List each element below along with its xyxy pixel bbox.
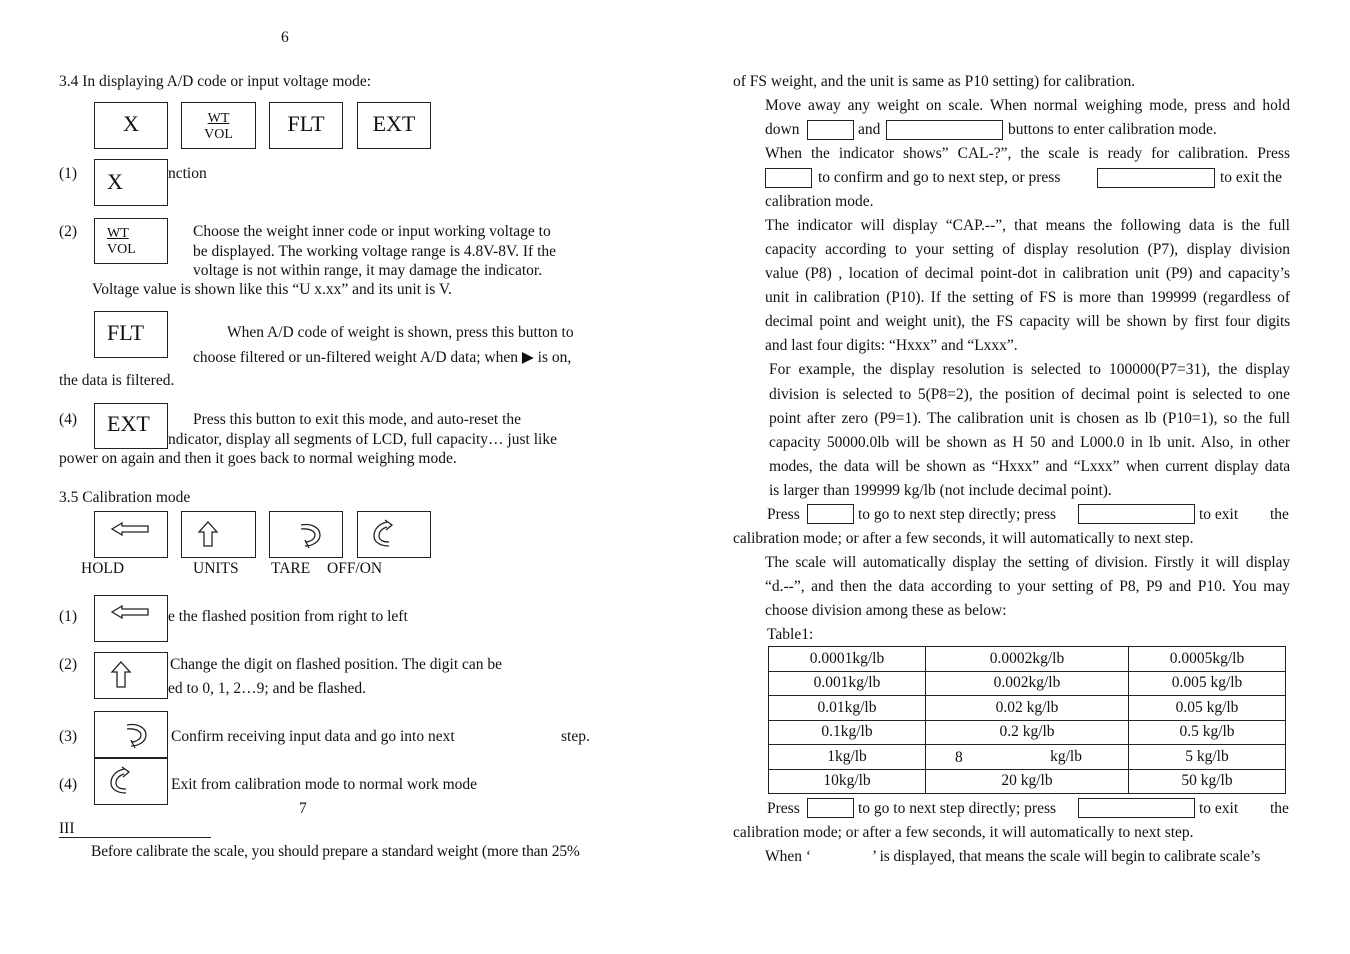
off-on-label: OFF/ON bbox=[327, 560, 383, 577]
table-cell: 5 kg/lb bbox=[1129, 745, 1286, 770]
table-cell: 0.01kg/lb bbox=[769, 696, 926, 721]
flt-key: FLT bbox=[269, 102, 343, 149]
wt-vol-key: WT VOL bbox=[94, 218, 168, 264]
paragraph-line: decimal point and weight unit), the FS capacity will be shown by first four digits bbox=[765, 313, 1290, 330]
item-text: step. bbox=[561, 728, 590, 745]
paragraph-line: modes, the data will be shown as “Hxxx” and “Lxxx” when current display data bbox=[769, 458, 1290, 475]
paragraph-line: When the indicator shows” CAL-?”, the scale is ready for calibration. Press bbox=[765, 145, 1290, 162]
table-cell: 0.1kg/lb bbox=[769, 720, 926, 745]
item-text: Exit from calibration mode to normal work mode bbox=[171, 776, 478, 793]
item-text-line: voltage is not within range, it may damage the indicator. bbox=[193, 262, 543, 279]
item-text-line: When A/D code of weight is shown, press this button to bbox=[227, 324, 574, 341]
off-on-key bbox=[94, 758, 168, 805]
item-text: ed to 0, 1, 2…9; and be flashed. bbox=[168, 680, 367, 697]
paragraph-line-part: the bbox=[1270, 506, 1289, 523]
item-number: (1) bbox=[59, 608, 78, 625]
ext-key: EXT bbox=[94, 403, 168, 449]
x-key: X bbox=[94, 102, 168, 149]
table-cell: 10kg/lb bbox=[769, 769, 926, 794]
table-cell: 1kg/lb bbox=[769, 745, 926, 770]
hold-key bbox=[94, 595, 168, 642]
table-cell: 0.2 kg/lb bbox=[926, 720, 1129, 745]
item-number: (4) bbox=[59, 776, 78, 793]
paragraph-line: and last four digits: “Hxxx” and “Lxxx”. bbox=[765, 337, 1018, 354]
paragraph-line-part: down bbox=[765, 121, 800, 138]
page-number-bottom: 7 bbox=[299, 800, 307, 817]
item-text-line: Choose the weight inner code or input working voltage to bbox=[193, 223, 551, 240]
paragraph-line: Move away any weight on scale. When normal weighing mode, press and hold bbox=[765, 97, 1290, 114]
division-table bbox=[768, 646, 1286, 794]
table-row bbox=[769, 769, 1286, 794]
item-number: (2) bbox=[59, 223, 78, 240]
item-text-line: choose filtered or un-filtered weight A/D data; when ▶ is on, bbox=[193, 349, 572, 366]
paragraph-line: choose division among these as below: bbox=[765, 602, 1007, 619]
key-placeholder-box bbox=[807, 120, 854, 140]
chapter-heading: III bbox=[59, 820, 75, 837]
item-number: (2) bbox=[59, 656, 78, 673]
paragraph-line-part: to exit the bbox=[1220, 169, 1282, 186]
item-text-line: be displayed. The working voltage range is 4.8V-8V. If the bbox=[193, 243, 557, 260]
paragraph-line: of FS weight, and the unit is same as P10 setting) for calibration. bbox=[733, 73, 1136, 90]
paragraph-line: The indicator will display “CAP.--”, that means the following data is the full bbox=[765, 217, 1290, 234]
key-placeholder-box bbox=[1078, 504, 1195, 524]
paragraph-line-part: to go to next step directly; press bbox=[858, 506, 1057, 523]
table-cell: 0.002kg/lb bbox=[926, 671, 1129, 696]
table-cell: 0.005 kg/lb bbox=[1129, 671, 1286, 696]
paragraph-line: “d.--”, and then the data according to your setting of P8, P9 and P10. You may bbox=[765, 578, 1290, 595]
paragraph-line-part: to confirm and go to next step, or press bbox=[818, 169, 1061, 186]
table-row bbox=[769, 696, 1286, 721]
paragraph-line: unit in calibration (P10). If the setting of FS is more than 199999 (regardless of bbox=[765, 289, 1290, 306]
table-cell: 0.05 kg/lb bbox=[1129, 696, 1286, 721]
paragraph-line-part: Press bbox=[767, 506, 800, 523]
item-text: nction bbox=[168, 165, 207, 182]
item-text: Confirm receiving input data and go into next bbox=[171, 728, 455, 745]
item-text-line: ndicator, display all segments of LCD, full capacity… just like bbox=[168, 431, 557, 448]
key-placeholder-box bbox=[1097, 168, 1215, 188]
paragraph-line-part: ’ is displayed, that means the scale will begin to calibrate scale’s bbox=[872, 848, 1261, 865]
table-cell: 0.02 kg/lb bbox=[926, 696, 1129, 721]
table-row bbox=[769, 647, 1286, 672]
item-text-line: the data is filtered. bbox=[59, 372, 175, 389]
paragraph-line-part: buttons to enter calibration mode. bbox=[1008, 121, 1217, 138]
paragraph-line: The scale will automatically display the setting of division. Firstly it will display bbox=[765, 554, 1290, 571]
table-cell: 0.0002kg/lb bbox=[926, 647, 1129, 672]
table-cell: 20 kg/lb bbox=[926, 769, 1129, 794]
paragraph-line: division is selected to 5(P8=2), the position of decimal point is selected to one bbox=[769, 386, 1290, 403]
paragraph-line-part: to exit bbox=[1199, 800, 1239, 817]
off-on-key bbox=[357, 511, 431, 558]
tare-key bbox=[269, 511, 343, 558]
key-placeholder-box bbox=[807, 504, 854, 524]
tare-label: TARE bbox=[271, 560, 311, 577]
paragraph-line: is larger than 199999 kg/lb (not include decimal point). bbox=[769, 482, 1112, 499]
key-placeholder-box bbox=[765, 168, 812, 188]
item-number: (3) bbox=[59, 728, 78, 745]
wt-vol-key: WT VOL bbox=[181, 102, 256, 149]
table-row bbox=[769, 671, 1286, 696]
units-label: UNITS bbox=[193, 560, 239, 577]
page-number-overlay: 8 bbox=[931, 749, 995, 769]
section-heading-3-5: 3.5 Calibration mode bbox=[59, 489, 191, 506]
key-placeholder-box bbox=[807, 798, 854, 818]
paragraph-line: calibration mode. bbox=[765, 193, 874, 210]
table-cell: 0.0005kg/lb bbox=[1129, 647, 1286, 672]
paragraph-line-part: to go to next step directly; press bbox=[858, 800, 1057, 817]
page-number-top: 6 bbox=[281, 29, 289, 46]
hold-label: HOLD bbox=[81, 560, 125, 577]
x-key: X bbox=[94, 159, 168, 206]
units-key bbox=[181, 511, 256, 558]
section-heading-3-4: 3.4 In displaying A/D code or input voltage mode: bbox=[59, 73, 372, 90]
chapter-rule bbox=[59, 837, 211, 838]
paragraph-line-part: Press bbox=[767, 800, 800, 817]
table-cell: 0.5 kg/lb bbox=[1129, 720, 1286, 745]
item-number: (4) bbox=[59, 411, 78, 428]
paragraph-line-part: to exit bbox=[1199, 506, 1239, 523]
table-cell: 0.001kg/lb bbox=[769, 671, 926, 696]
hold-key bbox=[94, 511, 168, 558]
paragraph-line-part: the bbox=[1270, 800, 1289, 817]
table-cell: 50 kg/lb bbox=[1129, 769, 1286, 794]
paragraph-line-part: When ‘ bbox=[765, 848, 812, 865]
ext-key: EXT bbox=[357, 102, 431, 149]
paragraph-line-part: and bbox=[858, 121, 881, 138]
item-text-line: Press this button to exit this mode, and auto-reset the bbox=[193, 411, 522, 428]
table-row bbox=[769, 745, 1286, 770]
paragraph-line: calibration mode; or after a few seconds, it will automatically to next step. bbox=[733, 824, 1194, 841]
item-text-line: Voltage value is shown like this “U x.xx” and its unit is V. bbox=[92, 281, 452, 298]
paragraph-line: calibration mode; or after a few seconds, it will automatically to next step. bbox=[733, 530, 1194, 547]
units-key bbox=[94, 652, 168, 699]
paragraph-line: capacity according to your setting of display resolution (P7), display division bbox=[765, 241, 1290, 258]
item-number: (1) bbox=[59, 165, 78, 182]
table-row bbox=[769, 720, 1286, 745]
table-cell: 0.0001kg/lb bbox=[769, 647, 926, 672]
table-cell: kg/lb bbox=[926, 745, 1129, 770]
table-caption: Table1: bbox=[767, 626, 814, 643]
key-placeholder-box bbox=[1078, 798, 1195, 818]
paragraph-line: Before calibrate the scale, you should prepare a standard weight (more than 25% bbox=[91, 843, 580, 860]
paragraph-line: value (P8) , location of decimal point-dot in calibration unit (P9) and capacity’s bbox=[765, 265, 1290, 282]
paragraph-line: capacity 50000.0lb will be shown as H 50 and L000.0 in lb unit. Also, in other bbox=[769, 434, 1290, 451]
tare-key bbox=[94, 711, 168, 758]
paragraph-line: For example, the display resolution is selected to 100000(P7=31), the display bbox=[769, 361, 1290, 378]
flt-key: FLT bbox=[94, 311, 168, 358]
paragraph-line: point after zero (P9=1). The calibration unit is chosen as lb (P10=1), so the full bbox=[769, 410, 1290, 427]
key-placeholder-box bbox=[886, 120, 1003, 140]
item-text: Change the digit on flashed position. The digit can be bbox=[170, 656, 503, 673]
item-text-line: power on again and then it goes back to normal weighing mode. bbox=[59, 450, 457, 467]
item-text: e the flashed position from right to left bbox=[168, 608, 408, 625]
